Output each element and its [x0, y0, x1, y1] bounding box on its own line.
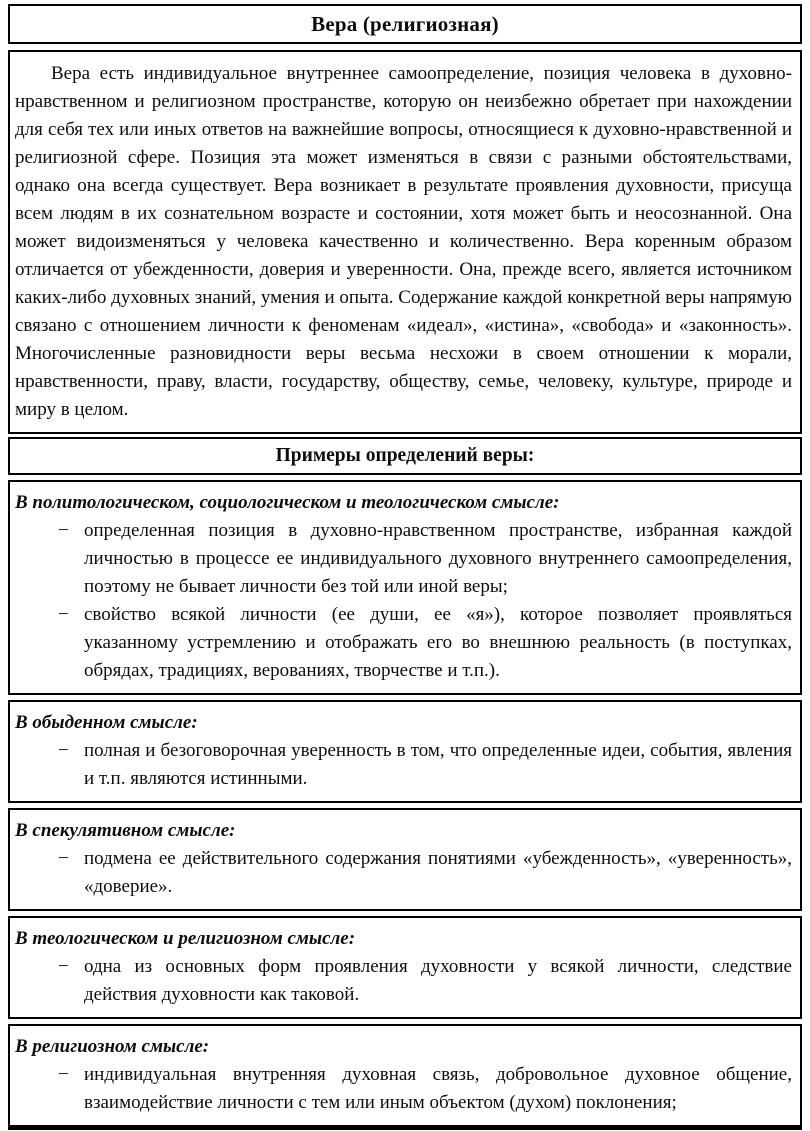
- intro-box: [8, 50, 802, 434]
- intro-paragraph: Вера есть индивидуальное внутреннее самоопределение, позиция человека в духовно-нравственном и религиозном пространстве, которую он неизбежно обретает при нахождении для себя тех или иных ответов на важнейшие вопросы, относящиеся к духовно-нравственной и религиозной сфере. Позиция эта может изменяться в связи с разными обстоятельствами, однако она всегда существует. Вера возникает в результате проявления духовности, присуща всем людям в их сознательном возрасте и состоянии, хотя может быть и неосознанной. Она может видоизменяться у человека качественно и количественно. Вера коренным образом отличается от убежденности, доверия и уверенности. Она, прежде всего, является источником каких-либо духовных знаний, умения и опыта. Содержание каждой конкретной веры напрямую связано с отношением личности к феноменам «идеал», «истина», «свобода» и «законность». Многочисленные разновидности веры весьма несхожи в своем отношении к морали, нравственности, праву, власти, государству, обществу, семье, человеку, культуре, природе и миру в целом.: [15, 63, 792, 420]
- list-item: [58, 1061, 792, 1117]
- section-heading: В религиозном смысле:: [15, 1036, 210, 1057]
- dash-bullet: −: [58, 848, 69, 869]
- dash-bullet: −: [58, 520, 69, 541]
- dash-bullet: −: [58, 1064, 69, 1085]
- list-item-text: свойство всякой личности (ее души, ее «я»), которое позволяет проявляться указанному устремлению и отображать его во внешнюю реальность (в поступках, обрядах, традициях, верованиях, творчестве и т.п.).: [84, 604, 792, 681]
- section-heading: В обыденном смысле:: [15, 712, 198, 733]
- section-politological: [8, 480, 802, 695]
- list-item-text: определенная позиция в духовно-нравственном пространстве, избранная каждой личностью в процессе ее индивидуального духовного внутреннего самоопределения, поэтому не бывает личности без той или иной веры;: [84, 520, 792, 597]
- list-item: [58, 737, 792, 793]
- section-religious: [8, 1024, 802, 1130]
- section-heading: В теологическом и религиозном смысле:: [15, 928, 356, 949]
- title-box: [8, 4, 802, 44]
- section-heading: В спекулятивном смысле:: [15, 820, 236, 841]
- dash-bullet: −: [58, 956, 69, 977]
- list-item-text: подмена ее действительного содержания понятиями «убежденность», «уверенность», «доверие».: [84, 848, 792, 897]
- section-ordinary: [8, 700, 802, 803]
- page-title: Вера (религиозная): [311, 11, 499, 36]
- list-item-text: полная и безоговорочная уверенность в том, что определенные идеи, события, явления и т.п. являются истинными.: [84, 740, 792, 789]
- list-item: [58, 601, 792, 685]
- dash-bullet: −: [58, 604, 69, 625]
- list-item: [58, 845, 792, 901]
- list-item-text: одна из основных форм проявления духовности у всякой личности, следствие действия духовности как таковой.: [84, 956, 792, 1005]
- section-speculative: [8, 808, 802, 911]
- examples-header: Примеры определений веры:: [275, 445, 535, 466]
- examples-header-box: [8, 437, 802, 475]
- list-item-text: индивидуальная внутренняя духовная связь, добровольное духовное общение, взаимодействие личности с тем или иным объектом (духом) поклонения;: [84, 1064, 792, 1113]
- list-item: [58, 953, 792, 1009]
- section-heading: В политологическом, социологическом и теологическом смысле:: [15, 492, 560, 513]
- section-theological: [8, 916, 802, 1019]
- dash-bullet: −: [58, 740, 69, 761]
- list-item: [58, 517, 792, 601]
